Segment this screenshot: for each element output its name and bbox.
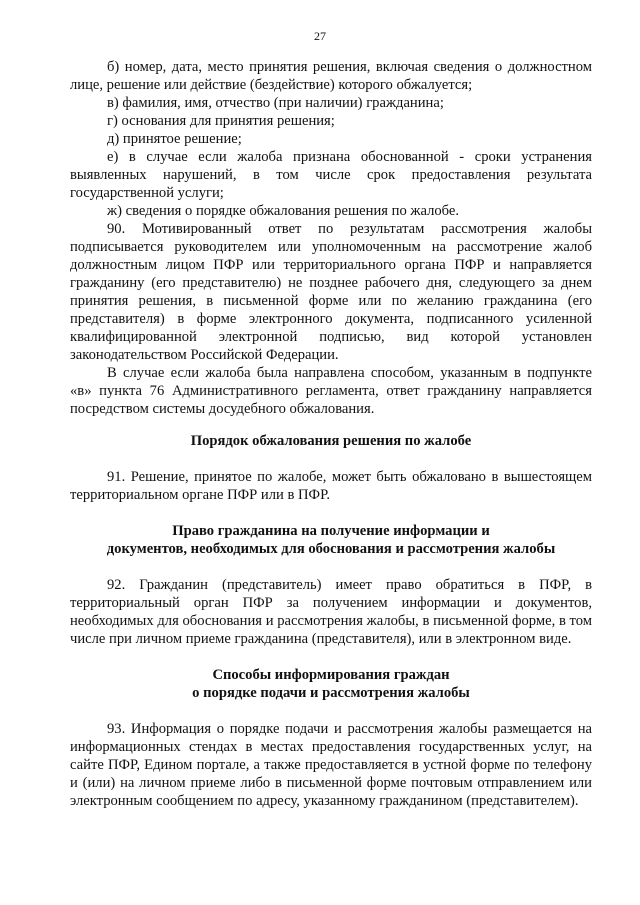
spacer [70, 648, 592, 666]
heading-right-to-information-line1: Право гражданина на получение информации и [172, 523, 490, 539]
item-zh: ж) сведения о порядке обжалования решения по жалобе. [107, 203, 460, 219]
item-b: б) номер, дата, место принятия решения, включая сведения о должностном лице, решение или действие (бездействие) которого обжалуется; [70, 59, 592, 93]
item-v: в) фамилия, имя, отчество (при наличии) гражданина; [107, 95, 444, 111]
spacer [70, 504, 592, 522]
item-e: е) в случае если жалоба признана обоснованной - сроки устранения выявленных нарушений, в том числе срок предоставления результата государственной услуги; [70, 149, 592, 201]
heading-information-methods-line1: Способы информирования граждан [212, 667, 450, 683]
item-g: г) основания для принятия решения; [107, 113, 335, 129]
paragraph-91: 91. Решение, принятое по жалобе, может быть обжаловано в вышестоящем территориальном органе ПФР или в ПФР. [70, 469, 592, 503]
heading-information-methods-line2: о порядке подачи и рассмотрения жалобы [192, 685, 470, 701]
spacer [70, 450, 592, 468]
paragraph-90-continuation: В случае если жалоба была направлена способом, указанным в подпункте «в» пункта 76 Административного регламента, ответ гражданину направляется посредством системы досудебного обжалования. [70, 365, 592, 417]
heading-right-to-information-line2: документов, необходимых для обоснования и рассмотрения жалобы [106, 541, 556, 557]
spacer [70, 702, 592, 720]
paragraph-90: 90. Мотивированный ответ по результатам рассмотрения жалобы подписывается руководителем или уполномоченным на рассмотрение жалоб должностным лицом ПФР или территориального органа ПФР и направляется гражданину (его представителю) не позднее рабочего дня, следующего за днем принятия решения, в письменной форме или по желанию гражданина (его представителя) в форме электронного документа, подписанного усиленной квалифицированной электронной подписью, вид которой установлен законодательством Российской Федерации. [70, 221, 592, 363]
page-number: 27 [314, 29, 326, 43]
paragraph-92: 92. Гражданин (представитель) имеет право обратиться в ПФР, в территориальный орган ПФР за получением информации и документов, необходимых для обоснования и рассмотрения жалобы, в письменной форме, в том числе при личном приеме гражданина (представителя), или в электронном виде. [70, 577, 592, 647]
spacer [70, 418, 592, 432]
heading-appeal-procedure: Порядок обжалования решения по жалобе [190, 433, 472, 449]
paragraph-93: 93. Информация о порядке подачи и рассмотрения жалобы размещается на информационных стендах в местах предоставления государственных услуг, на сайте ПФР, Едином портале, а также предоставляется в устной форме по телефону и (или) на личном приеме либо в письменной форме почтовым отправлением или электронным сообщением по адресу, указанному гражданином (представителем). [70, 721, 592, 809]
document-body [70, 58, 592, 810]
item-d: д) принятое решение; [107, 131, 242, 147]
spacer [70, 558, 592, 576]
